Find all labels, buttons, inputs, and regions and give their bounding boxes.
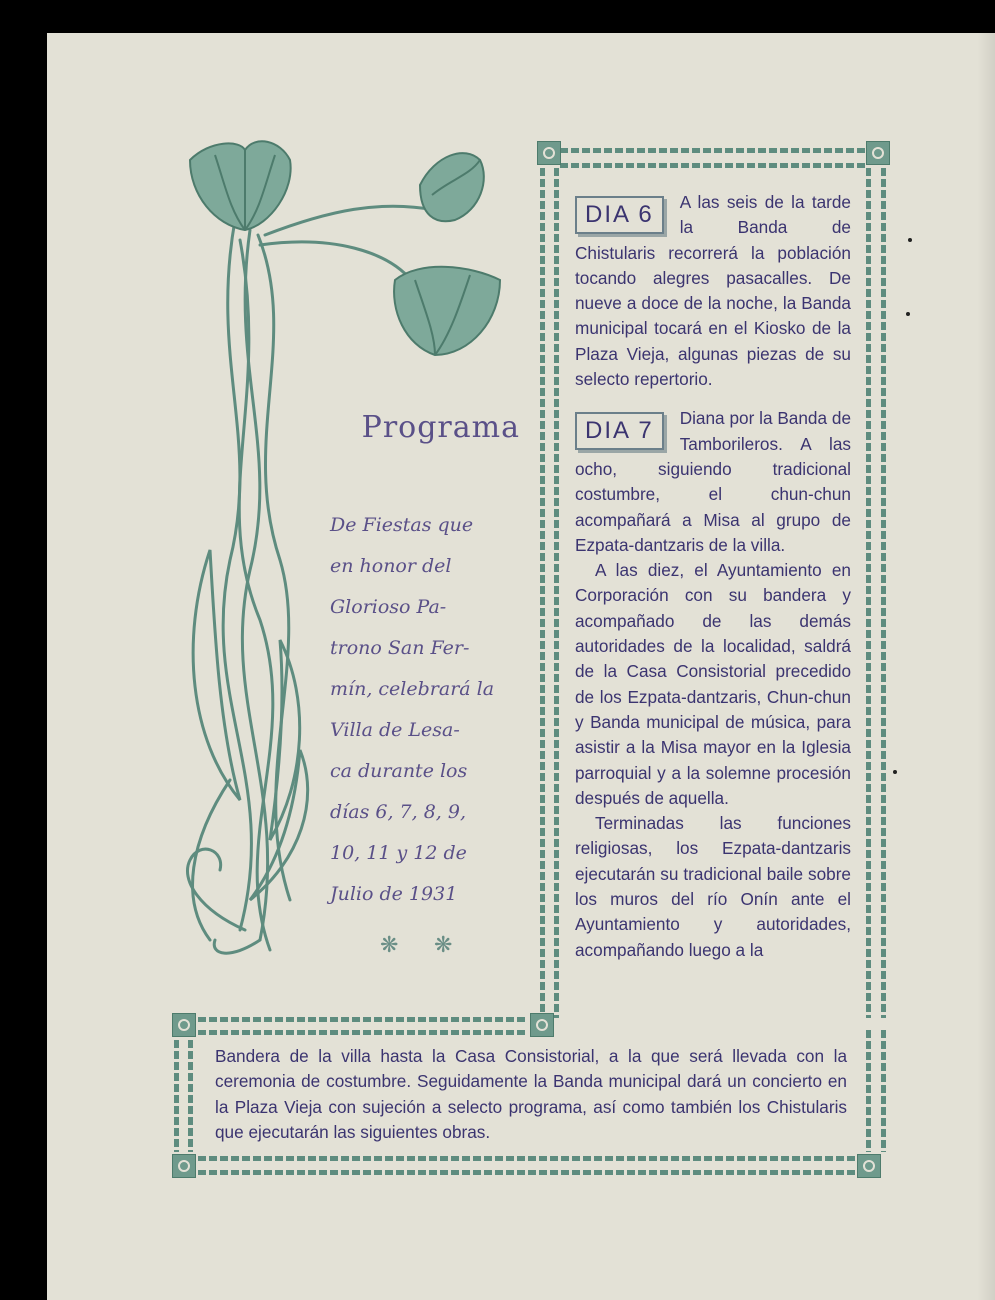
bottom-frame-right-border <box>881 1030 886 1152</box>
frame-corner-ornament-icon <box>857 1154 881 1178</box>
page-edge-shadow <box>977 33 995 1300</box>
intro-line: 10, 11 y 12 de <box>330 842 467 864</box>
intro-line: en honor del <box>330 555 452 577</box>
intro-line: días 6, 7, 8, 9, <box>330 801 466 823</box>
dia6-text: A las seis de la tarde la Banda de Chistularis recorrerá la población tocando alegres pasacalles. De nueve a doce de la noche, la Banda municipal tocará en el Kiosko de la Plaza Vieja, algunas piezas de su selecto repertorio. <box>575 192 851 390</box>
intro-line: Julio de 1931 <box>330 883 458 905</box>
intro-line: De Fiestas que <box>330 514 474 536</box>
frame-right-border <box>866 168 871 1018</box>
intro-text <box>330 505 512 915</box>
frame-left-border <box>540 168 545 1018</box>
frame-corner-ornament-icon <box>172 1013 196 1037</box>
programa-title: Programa <box>361 410 520 445</box>
paper-speck <box>906 312 910 316</box>
dia7-paragraph-3: Terminadas las funciones religiosas, los Ezpata-dantzaris ejecutarán su tradicional baile sobre los muros del río Onín ante el Ayuntamiento y autoridades, acompañando luego a la <box>575 813 851 960</box>
frame-corner-ornament-icon <box>866 141 890 165</box>
bottom-frame-right-border <box>866 1030 871 1152</box>
bottom-frame-left-border <box>188 1040 193 1152</box>
dia7-paragraph-2: A las diez, el Ayuntamiento en Corporación con su bandera y acompañado de las demás autoridades de la localidad, saldrá de la Casa Consistorial precedido de los Ezpata-dantzaris, Chun-chun y Banda municipal de música, para asistir a la Misa mayor en la Iglesia parroquial y a la solemne procesión después de aquella. <box>575 560 851 808</box>
intro-line: ca durante los <box>330 760 468 782</box>
paper-speck <box>908 238 912 242</box>
bottom-frame-bottom-border <box>198 1170 858 1175</box>
dia7-section <box>575 406 851 963</box>
frame-corner-ornament-icon <box>172 1154 196 1178</box>
floral-ornament-icon: ❋ <box>434 932 453 957</box>
bottom-frame-top-border <box>198 1017 528 1022</box>
program-column <box>575 190 851 963</box>
paper-speck <box>893 770 897 774</box>
dia7-continued-text: Bandera de la villa hasta la Casa Consistorial, a la que será llevada con la ceremonia de costumbre. Seguidamente la Banda municipal dará un concierto en la Plaza Vieja con sujeción a selecto programa, así como también los Chistularis que ejecutarán las siguientes obras. <box>215 1046 847 1142</box>
frame-corner-ornament-icon <box>537 141 561 165</box>
bottom-frame-bottom-border <box>198 1156 858 1161</box>
dia6-heading: DIA 6 <box>575 196 664 234</box>
intro-line: Villa de Lesa- <box>330 719 460 741</box>
floral-ornament-icon: ❋ <box>380 932 399 957</box>
dia6-section <box>575 190 851 392</box>
dia7-paragraph-1: Diana por la Banda de Tamborileros. A las ocho, siguiendo tradicional costumbre, el chun-chun acompañará a Misa al grupo de Ezpata-dantzaris de la villa. <box>575 408 851 555</box>
dia7-heading: DIA 7 <box>575 412 664 450</box>
frame-left-border <box>554 168 559 1018</box>
intro-line: trono San Fer- <box>330 637 470 659</box>
bottom-frame-top-border <box>198 1030 528 1035</box>
frame-corner-ornament-icon <box>530 1013 554 1037</box>
frame-top-border <box>560 163 866 168</box>
intro-line: mín, celebrará la <box>330 678 495 700</box>
intro-line: Glorioso Pa- <box>330 596 447 618</box>
frame-right-border <box>881 168 886 1018</box>
dia7-continued-paragraph <box>215 1044 847 1145</box>
frame-top-border <box>560 148 866 153</box>
bottom-frame-left-border <box>174 1040 179 1152</box>
